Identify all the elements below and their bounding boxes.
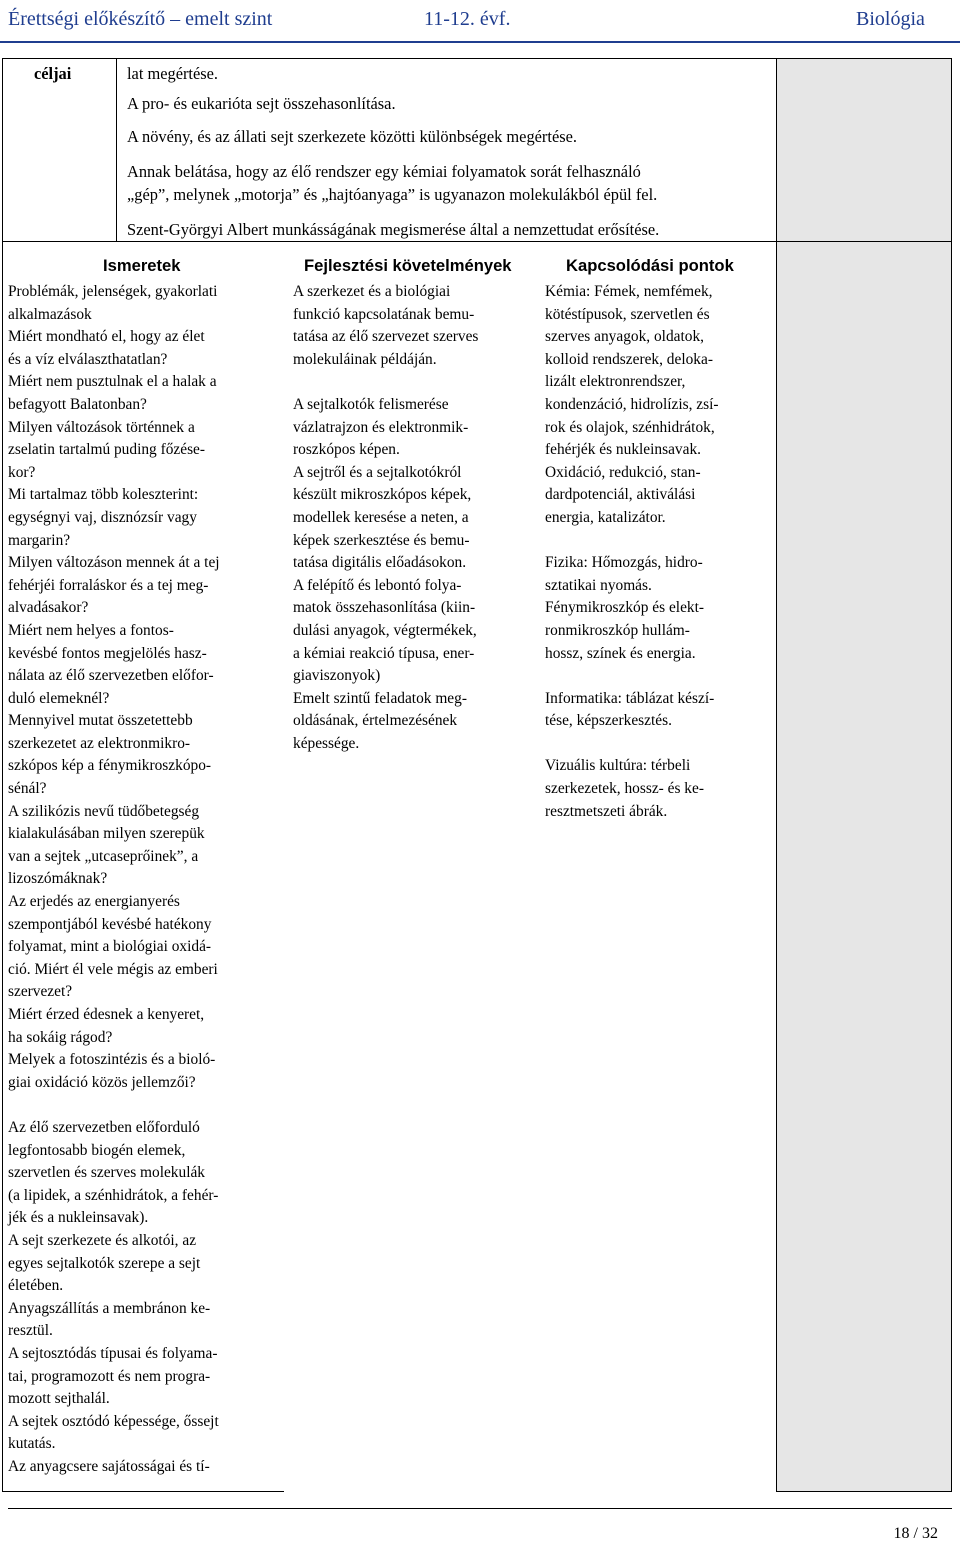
page-number: 18 / 32 (893, 1525, 938, 1542)
objective-item: „gép”, melynek „motorja” és „hajtóanyaga” is ugyanazon molekulákból épül fel. (127, 185, 658, 204)
header-middle: 11-12. évf. (424, 8, 511, 30)
header-rule (0, 41, 960, 43)
table-row-divider (2, 241, 952, 242)
column-heading-fejlesztesi: Fejlesztési követelmények (304, 256, 512, 275)
column-heading-kapcsolodasi: Kapcsolódási pontok (566, 256, 734, 275)
table-border-left (2, 58, 3, 1492)
kapcsolodasi-text: Kémia: Fémek, nemfémek, kötéstípusok, szervetlen és szerves anyagok, oldatok, kolloid rendszerek, deloka- lizált elektronrendszer, kondenzáció, hidrolízis, zsí- rok és olajok, szénhidrátok, fehérjék és nukleinsavak. Oxidáció, redukció, stan- dardpotenciál, aktiválási energia, katalizátor. Fizika: Hőmozgás, hidro- sztatikai nyomás. Fénymikroszkóp és elekt- ronmikroszkóp hullám- hossz, színek és energia. Informatika: táblázat készí- tése, képszerkesztés. Vizuális kultúra: térbeli szerkezetek, hossz- és ke- resztmetszeti ábrák. (545, 283, 719, 820)
fejlesztesi-text: A szerkezet és a biológiai funkció kapcsolatának bemu- tatása az élő szervezet szerves molekuláinak példáján. A sejtalkotók felismerése vázlatrajzon és elektronmik- roszkópos képen. A sejtről és a sejtalkotókról készült mikroszkópos képek, modellek keresése a neten, a képek szerkesztése és bemu- tatása digitális előadásokon. A felépítő és lebontó folya- matok összehasonlítása (kiin- dulási anyagok, végtermékek, a kémiai reakció típusa, ener- giaviszonyok) Emelt szintű feladatok meg- oldásának, értelmezésének képessége. (293, 283, 479, 752)
objective-item: Annak belátása, hogy az élő rendszer egy kémiai folyamatok sorát felhasználó (127, 162, 641, 181)
column-heading-ismeretek: Ismeretek (103, 256, 181, 275)
objective-item: A növény, és az állati sejt szerkezete közötti különbségek megértése. (127, 127, 577, 146)
objective-item: lat megértése. (127, 64, 219, 83)
footer-rule (8, 1508, 952, 1509)
table-border-top (2, 58, 952, 59)
ismeretek-problems-text: Problémák, jelenségek, gyakorlati alkalmazások Miért mondható el, hogy az élet és a víz elválaszthatatlan? Miért nem pusztulnak el a halak a befagyott Balatonban? Milyen változások történnek a zselatin tartalmú puding főzése- kor? Mi tartalmaz több koleszterint: egységnyi vaj, disznózsír vagy margarin? Milyen változáson mennek át a tej fehérjéi forraláskor és a tej meg- alvadásakor? Miért nem helyes a fontos- kevésbé fontos megjelölés hasz- nálata az élő szervezetben előfor- duló elemeknél? Mennyivel mutat összetettebb szerkezetet az elektronmikro- szkópos kép a fénymikroszkópo- sénál? A szilikózis nevű tüdőbetegség kialakulásában milyen szerepük van a sejtek „utcaseprőinek”, a lizoszómáknak? Az erjedés az energianyerés szempontjából kevésbé hatékony folyamat, mint a biológiai oxidá- ció. Miért él vele mégis az emberi szervezet? Miért érzed édesnek a kenyeret, ha sokáig rágod? Melyek a fotoszintézis és a bioló- giai oxidáció közös jellemzői? (8, 283, 220, 1091)
header-right: Biológia (856, 8, 925, 30)
table-shade-divider (776, 58, 777, 1492)
objectives-label: céljai (34, 64, 72, 83)
objective-item: Szent-Györgyi Albert munkásságának megismerése által a nemzettudat erősítése. (127, 220, 660, 239)
header-left: Érettségi előkészítő – emelt szint (8, 8, 273, 30)
table-border-right (951, 58, 952, 1492)
table-border-bottom-left (2, 1491, 284, 1492)
ismeretek-topics-text: Az élő szervezetben előforduló legfontosabb biogén elemek, szervetlen és szerves molekulák (a lipidek, a szénhidrátok, a fehér- jék és a nukleinsavak). A sejt szerkezete és alkotói, az egyes sejtalkotók szerepe a sejt életében. Anyagszállítás a membránon ke- resztül. A sejtosztódás típusai és folyama- tai, programozott és nem progra- mozott sejthalál. A sejtek osztódó képessége, őssejt kutatás. Az anyagcsere sajátosságai és tí- (8, 1119, 219, 1475)
shaded-cell-top (776, 58, 952, 241)
table-border-bottom-right (776, 1491, 952, 1492)
shaded-cell-body (776, 241, 952, 1492)
objective-item: A pro- és eukarióta sejt összehasonlítása. (127, 94, 396, 113)
table-label-divider (116, 58, 117, 241)
